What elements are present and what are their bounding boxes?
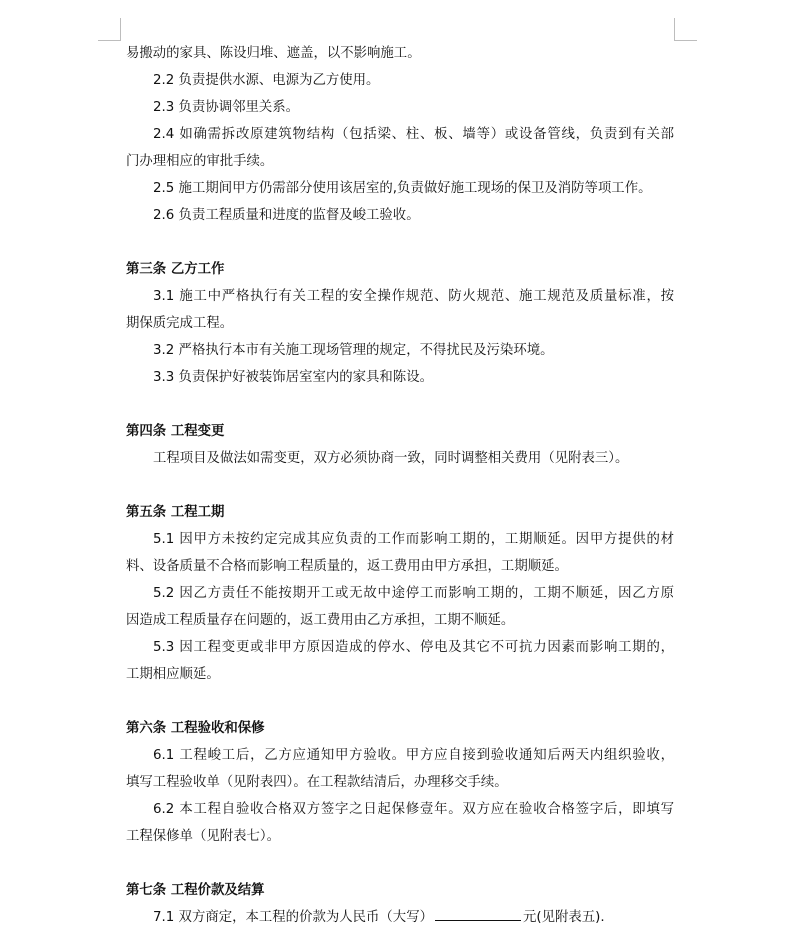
paragraph-line: 2.2 负责提供水源、电源为乙方使用。 [153,73,380,88]
paragraph-line: 2.6 负责工程质量和进度的监督及峻工验收。 [153,208,420,223]
blank-line [126,229,674,256]
section-heading: 第四条 工程变更 [126,424,225,439]
paragraph-line: 3.2 严格执行本市有关施工现场管理的规定，不得扰民及污染环境。 [153,343,554,358]
top-left-margin-mark [98,18,121,41]
top-right-margin-mark [674,18,697,41]
paragraph-line: 料、设备质量不合格而影响工程质量的，返工费用由甲方承担，工期顺延。 [126,559,568,574]
paragraph-line: 2.3 负责协调邻里关系。 [153,100,300,115]
paragraph-line: 5.1 因甲方未按约定完成其应负责的工作而影响工期的，工期顺延。因甲方提供的材 [153,532,674,547]
blank-line [126,688,674,715]
paragraph-line: 2.4 如确需拆改原建筑物结构（包括梁、柱、板、墙等）或设备管线，负责到有关部 [153,127,674,142]
section-heading: 第五条 工程工期 [126,505,225,520]
section-heading: 第六条 工程验收和保修 [126,721,265,736]
paragraph-line: 2.5 施工期间甲方仍需部分使用该居室的,负责做好施工现场的保卫及消防等项工作。 [153,181,652,196]
paragraph-line: 3.3 负责保护好被装饰居室室内的家具和陈设。 [153,370,433,385]
blank-line [126,472,674,499]
price-text-after: 元(见附表五). [522,910,605,925]
paragraph-line: 工程保修单（见附表七）。 [126,829,280,844]
paragraph-line: 工程项目及做法如需变更，双方必须协商一致，同时调整相关费用（见附表三）。 [153,451,629,466]
paragraph-line: 5.2 因乙方责任不能按期开工或无故中途停工而影响工期的，工期不顺延，因乙方原 [153,586,674,601]
paragraph-line: 门办理相应的审批手续。 [126,154,274,169]
paragraph-line: 期保质完成工程。 [126,316,234,331]
paragraph-line: 因造成工程质量存在问题的，返工费用由乙方承担，工期不顺延。 [126,613,515,628]
paragraph-line: 6.1 工程峻工后，乙方应通知甲方验收。甲方应自接到验收通知后两天内组织验收， [153,748,674,763]
price-fill-in-blank [435,905,521,921]
paragraph-line: 6.2 本工程自验收合格双方签字之日起保修壹年。双方应在验收合格签字后，即填写 [153,802,674,817]
section-heading: 第七条 工程价款及结算 [126,883,265,898]
document-body [126,40,674,931]
paragraph-line: 填写工程验收单（见附表四）。在工程款结清后，办理移交手续。 [126,775,508,790]
paragraph-line: 易搬动的家具、陈设归堆、遮盖，以不影响施工。 [126,46,421,61]
paragraph-line-price [126,904,674,931]
paragraph-line: 工期相应顺延。 [126,667,220,682]
section-heading: 第三条 乙方工作 [126,262,225,277]
blank-line [126,391,674,418]
paragraph-line: 3.1 施工中严格执行有关工程的安全操作规范、防火规范、施工规范及质量标准，按 [153,289,674,304]
blank-line [126,850,674,877]
price-text-before: 7.1 双方商定，本工程的价款为人民币（大写） [153,910,433,925]
paragraph-line: 5.3 因工程变更或非甲方原因造成的停水、停电及其它不可抗力因素而影响工期的， [153,640,674,655]
